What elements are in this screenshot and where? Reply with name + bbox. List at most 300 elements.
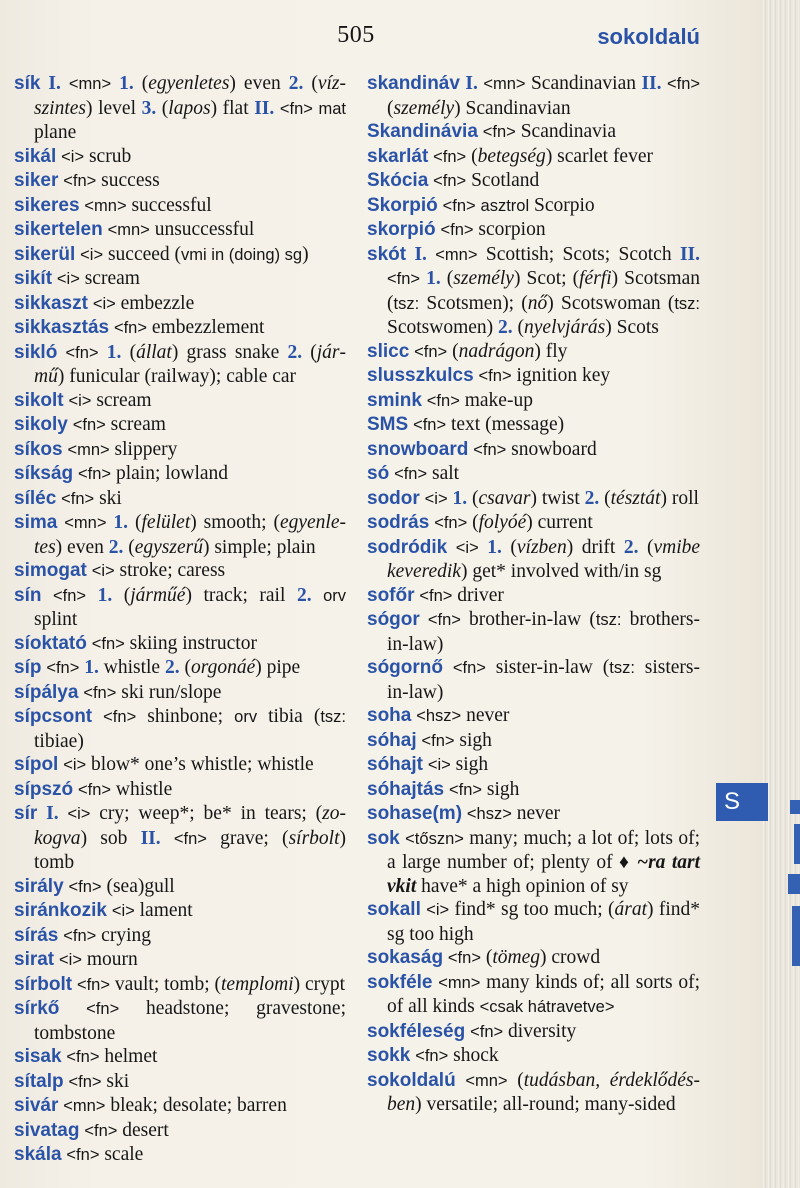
headword: sokoldalú bbox=[367, 1069, 456, 1091]
translation-text: ( bbox=[121, 341, 137, 363]
italic-gloss: vízben bbox=[516, 536, 567, 558]
dictionary-entry bbox=[14, 973, 346, 998]
headword: sípcsont bbox=[14, 706, 93, 727]
translation-text: ( bbox=[447, 340, 459, 362]
grammar-label: <fn> bbox=[447, 949, 481, 967]
grammar-label: <fn> bbox=[68, 877, 102, 896]
translation-text: ( bbox=[303, 73, 318, 94]
grammar-label: orv bbox=[234, 708, 258, 726]
dictionary-entry bbox=[367, 778, 700, 803]
translation-text: make-up bbox=[459, 389, 533, 411]
translation-text: sigh bbox=[450, 754, 489, 775]
grammar-label: <i> bbox=[67, 805, 91, 823]
dictionary-entry bbox=[14, 681, 346, 706]
dictionary-entry bbox=[367, 511, 700, 536]
sense-number: 1. bbox=[84, 657, 99, 678]
dictionary-entry bbox=[14, 632, 346, 657]
grammar-label: asztrol bbox=[480, 196, 530, 215]
italic-gloss: nadrágon bbox=[458, 340, 535, 362]
headword: sikolt bbox=[14, 389, 64, 411]
translation-text: desert bbox=[117, 1119, 169, 1141]
dictionary-entry bbox=[367, 536, 700, 584]
translation-text bbox=[59, 998, 86, 1019]
translation-text: never bbox=[461, 705, 510, 726]
translation-text: ( bbox=[302, 341, 317, 363]
headword: sírás bbox=[14, 924, 59, 946]
headword: sík bbox=[14, 73, 41, 94]
sense-number: II. bbox=[641, 73, 662, 94]
translation-text: ( bbox=[501, 536, 517, 558]
translation-text: plane bbox=[34, 122, 77, 143]
grammar-label: <i> bbox=[92, 294, 116, 313]
translation-text: ) funicular (railway); cable car bbox=[57, 366, 297, 387]
translation-text: ( bbox=[156, 97, 169, 119]
italic-gloss: orgonáé bbox=[190, 657, 256, 678]
grammar-label: <fn> bbox=[52, 586, 87, 605]
dictionary-entry bbox=[367, 584, 700, 609]
headword: snowboard bbox=[367, 438, 469, 460]
grammar-label: <fn> bbox=[440, 221, 474, 239]
translation-text: crying bbox=[96, 924, 151, 946]
dictionary-entry bbox=[367, 729, 700, 754]
translation-text: Scandinavia bbox=[515, 121, 616, 142]
translation-text bbox=[86, 585, 98, 606]
translation-text: mourn bbox=[81, 949, 138, 970]
grammar-label: <fn> bbox=[427, 611, 461, 629]
sense-number: 2. bbox=[623, 536, 639, 558]
running-head: sokoldalú bbox=[597, 24, 700, 49]
headword: sípszó bbox=[14, 778, 74, 800]
grammar-label: <mn> bbox=[63, 1097, 106, 1115]
sense-number: 1. bbox=[97, 584, 113, 606]
thumb-index-stripes bbox=[766, 790, 800, 990]
dictionary-entry bbox=[14, 72, 346, 145]
translation-text: plain; lowland bbox=[111, 463, 229, 484]
translation-text: ) roll bbox=[660, 487, 699, 509]
grammar-label: tsz: bbox=[609, 659, 635, 677]
italic-gloss: tömeg bbox=[492, 947, 540, 968]
grammar-label: <fn> bbox=[86, 1000, 120, 1018]
grammar-label: <hsz> bbox=[416, 707, 462, 725]
translation-text: ignition key bbox=[511, 365, 611, 386]
sense-number: 1. bbox=[487, 536, 502, 558]
dictionary-entry bbox=[14, 584, 346, 632]
translation-text: ) crowd bbox=[540, 947, 601, 968]
italic-gloss: nő bbox=[527, 292, 548, 314]
dictionary-entry bbox=[14, 1070, 346, 1095]
headword: siránkozik bbox=[14, 900, 107, 921]
headword: sóhajt bbox=[367, 754, 423, 775]
translation-text bbox=[447, 537, 456, 558]
thumb-index-tab[interactable]: S bbox=[716, 783, 768, 821]
translation-text: ( bbox=[638, 536, 654, 558]
headword: sípálya bbox=[14, 681, 79, 703]
dictionary-entry bbox=[14, 997, 346, 1045]
sense-number: 1. bbox=[106, 341, 122, 363]
dictionary-entry bbox=[14, 194, 346, 219]
dictionary-entry bbox=[367, 218, 700, 243]
translation-text bbox=[420, 609, 428, 630]
italic-gloss: templomi bbox=[221, 973, 294, 995]
headword: sohase(m) bbox=[367, 803, 463, 824]
translation-text: success bbox=[96, 170, 160, 191]
dictionary-entry bbox=[367, 753, 700, 778]
dictionary-entry bbox=[367, 898, 700, 946]
sense-number: 2. bbox=[288, 73, 304, 94]
translation-text: ) bbox=[302, 243, 309, 265]
dictionary-entry bbox=[367, 120, 700, 145]
headword: síoktató bbox=[14, 632, 87, 654]
translation-text: sister-in-law ( bbox=[485, 657, 610, 678]
translation-text: Scorpio bbox=[529, 194, 595, 216]
headword: síp bbox=[14, 657, 42, 678]
headword: sisak bbox=[14, 1046, 62, 1067]
italic-gloss: lapos bbox=[168, 97, 211, 119]
dictionary-entry bbox=[367, 704, 700, 729]
dictionary-entry bbox=[14, 413, 346, 438]
headword: sokall bbox=[367, 899, 421, 920]
dictionary-entry bbox=[14, 875, 346, 900]
grammar-label: <i> bbox=[455, 538, 479, 557]
translation-text: embezzlement bbox=[147, 317, 265, 338]
grammar-label: <fn> bbox=[61, 489, 95, 508]
sense-number: 1. bbox=[119, 73, 134, 94]
dictionary-entry bbox=[367, 608, 700, 656]
dictionary-entry bbox=[367, 145, 700, 170]
headword: síkság bbox=[14, 463, 74, 484]
dictionary-entry bbox=[367, 340, 700, 365]
italic-gloss: egyszerű bbox=[134, 536, 203, 558]
italic-gloss: vmibe keveredik bbox=[387, 536, 701, 582]
italic-gloss: betegség bbox=[477, 145, 546, 167]
translation-text: ) tomb bbox=[34, 827, 346, 873]
headword: sikerül bbox=[14, 243, 76, 265]
dictionary-entry bbox=[14, 1094, 346, 1119]
translation-text: helmet bbox=[99, 1046, 158, 1067]
grammar-label: <mn> bbox=[435, 245, 478, 264]
translation-text: headstone; gravestone; tombstone bbox=[34, 998, 346, 1044]
translation-text: ) get* involved with/in sg bbox=[460, 561, 662, 582]
grammar-label: <i> bbox=[91, 562, 115, 580]
headword: sikló bbox=[14, 341, 58, 363]
grammar-label: <mn> bbox=[64, 514, 107, 532]
translation-text bbox=[37, 803, 46, 824]
italic-gloss: folyóé bbox=[478, 512, 527, 533]
translation-text: ) level bbox=[86, 97, 142, 119]
grammar-label: <fn> bbox=[434, 514, 468, 532]
headword: sodrás bbox=[367, 512, 430, 533]
translation-text: ( bbox=[507, 1069, 524, 1091]
translation-text: scream bbox=[79, 268, 140, 289]
dictionary-entry bbox=[14, 292, 346, 317]
sense-number: 2. bbox=[108, 536, 124, 558]
dictionary-entry bbox=[367, 462, 700, 487]
grammar-label: <tőszn> bbox=[405, 829, 464, 848]
translation-text: ( bbox=[467, 512, 479, 533]
translation-text: text (message) bbox=[446, 414, 565, 435]
grammar-label: <mn> bbox=[68, 75, 112, 93]
headword: Skorpió bbox=[367, 194, 438, 216]
sense-number: 2. bbox=[287, 341, 303, 363]
dictionary-entry bbox=[14, 316, 346, 341]
translation-text: tibiae) bbox=[34, 730, 84, 752]
sense-number: 1. bbox=[452, 487, 468, 509]
sense-number: II. bbox=[254, 97, 275, 119]
translation-text: ) Scandinavian bbox=[454, 97, 571, 119]
headword: sirály bbox=[14, 875, 64, 897]
translation-text: (sea)gull bbox=[101, 875, 175, 897]
headword: só bbox=[367, 463, 390, 484]
grammar-label: <fn> bbox=[113, 319, 147, 337]
headword: skála bbox=[14, 1144, 62, 1165]
translation-text: driver bbox=[452, 584, 504, 606]
headword: sikkaszt bbox=[14, 292, 88, 314]
translation-text: scale bbox=[99, 1144, 144, 1165]
grammar-label: <fn> bbox=[63, 172, 97, 190]
headword: slicc bbox=[367, 340, 410, 362]
grammar-label: <mn> bbox=[67, 440, 110, 459]
translation-text: ) versatile; all-round; many-sided bbox=[415, 1094, 676, 1115]
translation-text: ) drift bbox=[566, 536, 624, 558]
dictionary-entry bbox=[14, 487, 346, 512]
headword: sóhajtás bbox=[367, 778, 445, 800]
dictionary-entry bbox=[14, 924, 346, 949]
headword: sikál bbox=[14, 145, 57, 167]
dictionary-entry bbox=[367, 487, 700, 512]
grammar-label: <fn> bbox=[46, 659, 80, 677]
dictionary-entry bbox=[367, 169, 700, 194]
grammar-label: <fn> bbox=[394, 465, 428, 483]
headword: sokféle bbox=[367, 971, 433, 993]
headword: sikertelen bbox=[14, 219, 103, 240]
translation-text bbox=[479, 537, 488, 558]
dictionary-entry bbox=[14, 802, 346, 875]
translation-text: ) scarlet fever bbox=[545, 145, 653, 167]
translation-text: sigh bbox=[482, 778, 520, 800]
translation-text: have* a high opinion of sy bbox=[416, 875, 629, 897]
grammar-label: <i> bbox=[63, 756, 87, 774]
translation-text: ) find* sg too high bbox=[387, 899, 701, 945]
italic-gloss: egyenletes bbox=[148, 73, 230, 94]
translation-text: ski bbox=[101, 1070, 130, 1092]
grammar-label: <i> bbox=[56, 270, 80, 288]
translation-text: ( bbox=[133, 73, 149, 94]
headword: sóhaj bbox=[367, 729, 417, 751]
translation-text: ( bbox=[466, 145, 478, 167]
grammar-label: <i> bbox=[68, 391, 92, 410]
dictionary-entry bbox=[14, 656, 346, 681]
translation-text: tibia ( bbox=[257, 706, 321, 727]
dictionary-entry bbox=[367, 656, 700, 704]
translation-text: ) even bbox=[229, 73, 289, 94]
headword: sín bbox=[14, 584, 42, 606]
grammar-label: <fn> bbox=[78, 780, 112, 799]
dictionary-entry bbox=[367, 827, 700, 899]
translation-text: Scottish; Scots; Scotch bbox=[477, 243, 680, 265]
dictionary-entry bbox=[14, 559, 346, 584]
headword: sok bbox=[367, 827, 400, 849]
dictionary-entry bbox=[14, 169, 346, 194]
grammar-label: <fn> bbox=[433, 147, 467, 166]
italic-gloss: vízszintes bbox=[34, 73, 347, 119]
sense-number: 2. bbox=[584, 487, 600, 509]
headword: sivatag bbox=[14, 1119, 80, 1141]
headword: sirat bbox=[14, 949, 55, 970]
dictionary-entry bbox=[14, 1119, 346, 1144]
headword: sikít bbox=[14, 268, 53, 289]
grammar-label: <fn> bbox=[666, 75, 701, 93]
grammar-label: tsz: bbox=[595, 611, 622, 629]
idiom-phrase: ~ra tart vkit bbox=[387, 852, 701, 897]
grammar-label: <fn> bbox=[452, 659, 486, 677]
grammar-label: <hsz> bbox=[466, 805, 512, 823]
grammar-label: tsz: bbox=[393, 294, 420, 313]
headword: skarlát bbox=[367, 145, 429, 167]
grammar-label: <i> bbox=[426, 901, 450, 919]
italic-gloss: férfi bbox=[579, 268, 612, 289]
headword: síléc bbox=[14, 487, 57, 509]
dictionary-entry bbox=[14, 267, 346, 292]
headword: sodor bbox=[367, 487, 420, 509]
translation-text: scream bbox=[91, 389, 152, 411]
translation-text: Scotswomen) bbox=[387, 317, 499, 338]
italic-gloss: felület bbox=[141, 512, 191, 533]
translation-text: bleak; desolate; barren bbox=[105, 1095, 287, 1116]
sense-number: I. bbox=[414, 243, 427, 265]
italic-gloss: csavar bbox=[478, 487, 531, 509]
grammar-label: <fn> bbox=[413, 416, 447, 434]
grammar-label: <fn> bbox=[448, 780, 483, 799]
translation-text: scrub bbox=[84, 145, 132, 167]
translation-text: ( bbox=[128, 512, 142, 533]
translation-text: Scotland bbox=[466, 170, 540, 191]
sense-number: 1. bbox=[426, 268, 441, 289]
headword: sírkő bbox=[14, 998, 60, 1019]
grammar-label: <i> bbox=[111, 902, 135, 920]
translation-text: brother-in-law ( bbox=[460, 609, 596, 630]
translation-text: lament bbox=[134, 900, 193, 921]
dictionary-entry bbox=[367, 364, 700, 389]
dictionary-entry bbox=[14, 243, 346, 268]
translation-text: ski run/slope bbox=[116, 681, 222, 703]
grammar-label: <mn> bbox=[84, 196, 127, 215]
headword: sípol bbox=[14, 754, 59, 775]
grammar-label: <fn> bbox=[83, 683, 117, 702]
translation-text: ( bbox=[387, 97, 394, 119]
translation-text: grave; ( bbox=[206, 827, 289, 849]
translation-text bbox=[92, 706, 103, 727]
translation-text: shock bbox=[448, 1045, 499, 1066]
grammar-label: vmi in (doing) sg bbox=[181, 245, 303, 264]
grammar-label: <fn> bbox=[91, 634, 125, 653]
sense-number: I. bbox=[465, 73, 478, 94]
translation-text bbox=[99, 342, 107, 363]
headword: sikeres bbox=[14, 194, 80, 216]
translation-text bbox=[111, 73, 119, 94]
headword: sítalp bbox=[14, 1070, 64, 1092]
translation-text: stroke; caress bbox=[114, 560, 226, 581]
headword: Skócia bbox=[367, 170, 429, 191]
grammar-label: <fn> bbox=[482, 123, 516, 141]
grammar-label: tsz: bbox=[674, 294, 701, 313]
translation-text: ( bbox=[112, 584, 131, 606]
dictionary-entry bbox=[367, 802, 700, 827]
italic-gloss: személy bbox=[453, 268, 514, 289]
dictionary-entry bbox=[14, 1045, 346, 1070]
dictionary-entry bbox=[14, 778, 346, 803]
dictionary-entry bbox=[14, 753, 346, 778]
grammar-label: <fn> bbox=[473, 440, 507, 459]
translation-text: sigh bbox=[454, 729, 492, 751]
dictionary-entry bbox=[367, 1044, 700, 1069]
dictionary-entry bbox=[367, 194, 700, 219]
translation-text: ( bbox=[123, 536, 135, 558]
dictionary-entry bbox=[367, 72, 700, 120]
sense-number: II. bbox=[140, 827, 161, 849]
sense-number: 2. bbox=[164, 657, 180, 678]
grammar-label: <fn> bbox=[478, 367, 512, 385]
grammar-label: <i> bbox=[61, 147, 85, 166]
translation-text: ) Scotswoman ( bbox=[547, 292, 675, 314]
left-column bbox=[14, 72, 346, 1168]
headword: sokféleség bbox=[367, 1020, 466, 1042]
translation-text bbox=[312, 585, 324, 606]
page-edge bbox=[762, 0, 800, 1188]
grammar-label: <fn> bbox=[419, 586, 453, 605]
grammar-label: <mn> bbox=[107, 221, 150, 239]
headword: skót bbox=[367, 243, 407, 265]
grammar-label: <fn> bbox=[415, 1047, 449, 1065]
grammar-label: <i> bbox=[59, 951, 82, 969]
headword: simogat bbox=[14, 560, 87, 581]
translation-text: ) track; rail bbox=[185, 584, 297, 606]
translation-text: ( bbox=[440, 268, 454, 289]
headword: skorpió bbox=[367, 219, 436, 240]
dictionary-entry bbox=[14, 145, 346, 170]
sense-number: 2. bbox=[296, 584, 312, 606]
headword: SMS bbox=[367, 414, 409, 435]
translation-text: sisters-in-law) bbox=[387, 657, 701, 703]
headword: sógor bbox=[367, 609, 420, 630]
dictionary-entry bbox=[367, 1020, 700, 1045]
translation-text: ) fly bbox=[534, 340, 568, 362]
headword: sikkasztás bbox=[14, 317, 110, 338]
translation-text: ( bbox=[599, 487, 611, 509]
translation-text: snowboard bbox=[506, 438, 597, 460]
dictionary-entry bbox=[367, 1069, 700, 1117]
dictionary-entry bbox=[14, 948, 346, 973]
headword: sírbolt bbox=[14, 973, 73, 995]
headword: sivár bbox=[14, 1095, 59, 1116]
translation-text: ) flat bbox=[210, 97, 255, 119]
dictionary-entry bbox=[14, 341, 346, 389]
dictionary-entry bbox=[367, 946, 700, 971]
dictionary-entry bbox=[14, 389, 346, 414]
translation-text: many; much; a lot of; lots of; a large number of; plenty of ♦ bbox=[387, 827, 701, 873]
translation-text: scream bbox=[105, 414, 166, 435]
translation-text: find* sg too much; ( bbox=[449, 899, 615, 920]
dictionary-entry bbox=[367, 389, 700, 414]
grammar-label: <fn> bbox=[387, 270, 421, 288]
grammar-label: tsz: bbox=[320, 708, 346, 726]
translation-text: never bbox=[511, 803, 561, 824]
page-number: 505 bbox=[337, 22, 375, 48]
italic-gloss: sírbolt bbox=[288, 827, 340, 849]
dictionary-entry bbox=[14, 438, 346, 463]
dictionary-entry bbox=[367, 413, 700, 438]
grammar-label: <fn> bbox=[66, 1146, 100, 1164]
grammar-label: <fn> bbox=[76, 975, 110, 994]
